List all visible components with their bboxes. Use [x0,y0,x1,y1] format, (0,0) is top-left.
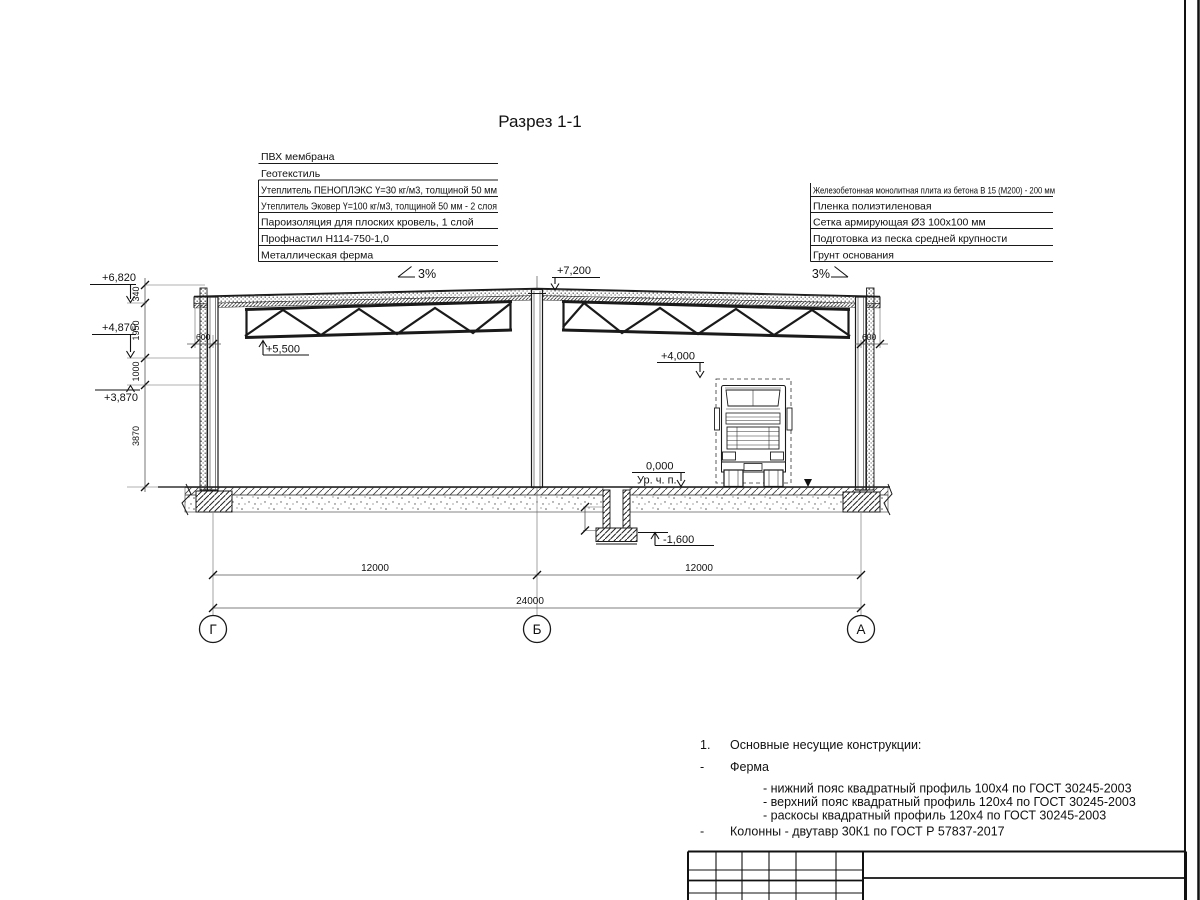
elevation-mark-4870 [92,322,136,358]
slope-right-label: 3% [811,267,830,281]
drawing-title: Разрез 1-1 [498,112,582,131]
note-title: Основные несущие конструкции: [730,738,922,752]
roof-layer-7: Металлическая ферма [261,249,374,262]
wall-panel-left [200,288,207,490]
truck-wheel-left [724,470,743,487]
floor-layer-2: Пленка полиэтиленовая [813,200,932,213]
roof-layer-5: Пароизоляция для плоских кровель, 1 слой [261,216,474,229]
note-dash-1: - [700,760,705,774]
column-left [208,297,219,490]
axis-label-g: Г [209,622,217,637]
floor-layer-4: Подготовка из песка средней крупности [813,233,1008,245]
footing-left [196,491,232,512]
roof-layer-6: Профнастил Н114-750-1,0 [261,233,389,245]
slope-mark-left [398,267,436,282]
elevation-mark-7200 [551,265,600,290]
axis-label-b: Б [532,622,542,637]
elevation-mark-5500 [259,341,309,356]
truck-plate [744,464,762,471]
elevation-7200-label: +7,200 [557,265,591,277]
floor-layers-callout [811,183,1056,262]
span-left-label: 12000 [361,563,389,574]
elevation-4000-label: +4,000 [661,350,695,363]
elevation-mark-floor [632,461,685,487]
vdim-340: 340 [131,286,141,302]
total-dim-label: 24000 [516,596,544,607]
truck-wheel-right [764,470,783,487]
vdim-3870: 3870 [131,425,141,447]
wall-panel-right [867,288,875,490]
column-right [856,297,867,490]
title-block [688,852,1186,900]
truss-left [245,302,512,338]
truck-grille [727,427,779,449]
elevation-5500-label: +5,500 [266,343,300,356]
floor-prep-left [185,495,603,512]
footing-right [843,492,880,512]
elevation-mark-4000 [657,351,704,378]
elevation-6820-label: +6,820 [102,272,136,284]
axis-bubble-a [848,616,875,643]
note-group1-item1: - нижний пояс квадратный профиль 100х4 по ГОСТ 30245-2003 [763,781,1132,796]
eave-dim-left-label: 600 [196,332,211,342]
floor-layer-3: Сетка армирующая Ø3 100х100 мм [813,216,986,229]
roof-layer-3: Утеплитель ПЕНОПЛЭКС Ү=30 кг/м3, толщиной 50 мм [261,184,497,197]
floor-screed-left [185,488,603,496]
truck-mirror-right [787,408,792,430]
roof-layer-2: Геотекстиль [261,168,321,180]
floor-layer-5: Грунт основания [813,249,894,262]
floor-level-triangle [804,479,812,487]
vertical-dim-chain [127,278,211,492]
elevation-3870-label: +3,870 [104,392,138,404]
truck-headlight-left [723,452,736,460]
elevation-4870-label: +4,870 [102,322,136,334]
vdim-1000: 1000 [131,361,141,382]
floor-slab [158,484,892,515]
axis-bubble-b [524,616,551,643]
truss-right [562,302,850,338]
elevation-mark-pit [638,533,714,547]
elevation-0000-label: 0,000 [646,460,674,473]
vdim-1950: 1950 [131,320,141,341]
truck-mirror-left [715,408,720,430]
notes-block [700,738,1136,839]
eave-dim-right-label: 600 [862,332,877,342]
note-group1-item2: - верхний пояс квадратный профиль 120х4 по ГОСТ 30245-2003 [763,795,1136,809]
roof-layers-callout [259,151,499,262]
truck-headlight-right [771,452,784,460]
axis-bubble-g [200,616,227,643]
slope-left-label: 3% [418,267,437,281]
elevation-mark-3870 [95,386,140,405]
column-middle [528,276,546,488]
note-group1-item3: - раскосы квадратный профиль 120х4 по ГОСТ 30245-2003 [763,808,1107,823]
axis-label-a: А [856,622,866,637]
floor-layer-1: Железобетонная монолитная плита из бетона В 15 (М200) - 200 мм [813,185,1055,197]
sheet-frame [1185,0,1199,900]
truck [715,379,793,487]
note-dash-2: - [700,824,705,839]
note-number: 1. [700,738,711,752]
span-right-label: 12000 [685,563,713,574]
roof-layer-4: Утеплитель Эковер Ү=100 кг/м3, толщиной 50 мм - 2 слоя [261,200,497,213]
floor-level-label: Ур. ч. п. [637,474,677,487]
note-group1-label: Ферма [730,760,769,774]
slope-mark-right [812,267,848,282]
note-group2-label: Колонны - двутавр 30К1 по ГОСТ Р 57837-2017 [730,824,1005,839]
elevation-mark-6820 [90,272,136,303]
roof-layer-1: ПВХ мембрана [261,151,335,163]
elevation-1600-label: -1,600 [663,534,695,546]
